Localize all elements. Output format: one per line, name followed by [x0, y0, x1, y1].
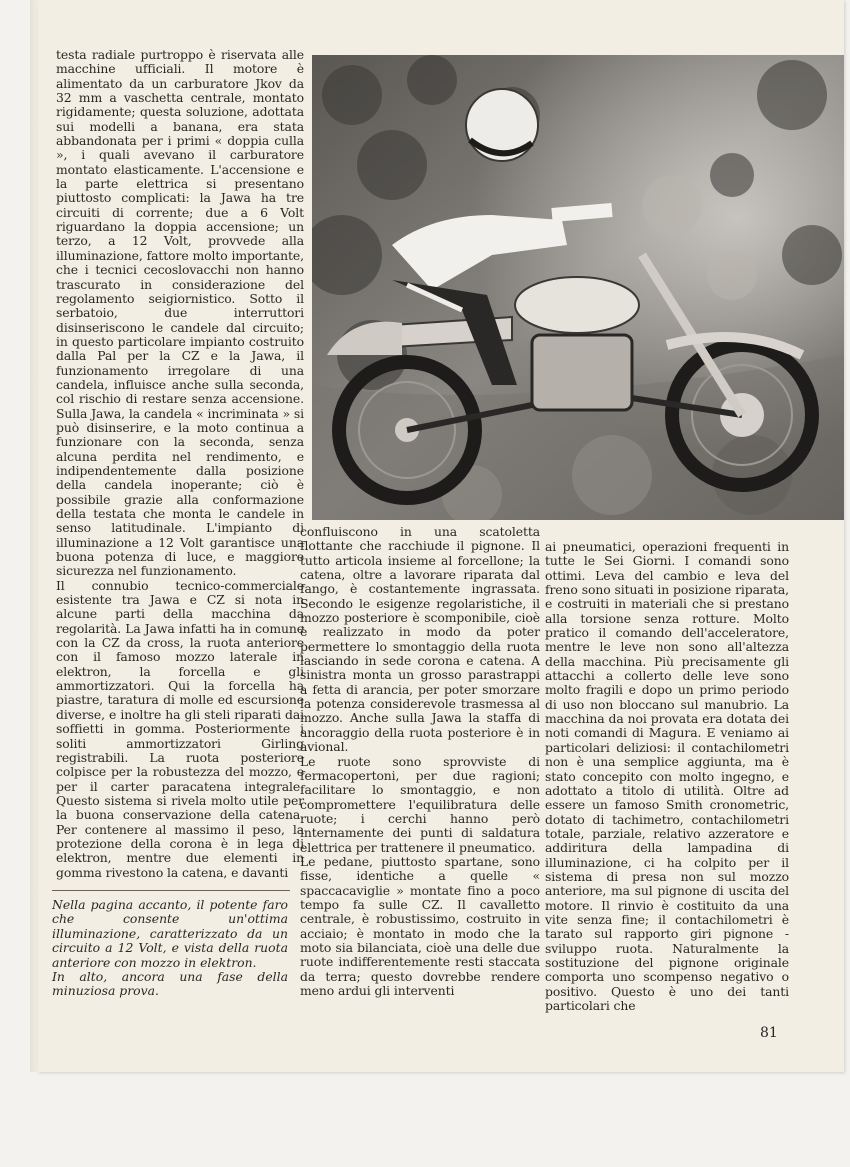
column-1-paragraph-1: testa radiale purtroppo è riservata alle macchine ufficiali. Il motore è alimentato da un carburatore Jkov da 32 mm a vaschetta centrale, montato rigidamente; questa soluzione, adottata sui modelli a banana, era stata abbandonata per i primi « doppia culla », i quali avevano il carburatore montato elasticamente. L'accensione e la parte elettrica si presentano piuttosto complicati: la Jawa ha tre circuiti di corrente; due a 6 Volt riguardano la doppia accensione; un terzo, a 12 Volt, provvede alla illuminazione, fattore molto importante, che i tecnici cecoslovacchi non hanno trascurato in considerazione del regolamento seigiornistico. Sotto il serbatoio, due interruttori disinseriscono le candele dal circuito; in questo particolare impianto costruito dalla Pal per la CZ e la Jawa, il funzionamento irregolare di una candela, influisce anche sulla seconda, col rischio di restare senza accensione. Sulla Jawa, la candela « incriminata » si può disinserire, e la moto continua a funzionare con la seconda, senza alcuna perdita nel rendimento, e indipendentemente dalla posizione della candela inoperante; ciò è possibile grazie alla conformazione della testata che monta le candele in senso latitudinale. L'impianto di illuminazione a 12 Volt garantisce una buona potenza di luce, e maggiore sicurezza nel funzionamento. [56, 47, 304, 579]
column-1-paragraph-2: Il connubio tecnico-commerciale esistente tra Jawa e CZ si nota in alcune parti della macchina da regolarità. La Jawa infatti ha in comune con la CZ da cross, la ruota anteriore con il famoso mozzo laterale in elektron, la forcella e gli ammortizzatori. Qui la forcella ha piastre, taratura di molle ed escursione diverse, e inoltre ha gli steli riparati dai soffietti in gomma. Posteriormente i soliti ammortizzatori Girling registrabili. La ruota posteriore colpisce per la robustezza del mozzo, e per il carter paracatena integrale. Questo sistema si rivela molto utile per la buona conservazione della catena. Per contenere al massimo il peso, la protezione della corona è in lega di elektron, mentre due elementi in gomma rivestono la catena, e davanti [56, 577, 304, 880]
motorcycle-photo [312, 55, 844, 520]
column-2-paragraph-1: confluiscono in una scatoletta flottante che racchiude il pignone. Il tutto articola insieme al forcellone; la catena, oltre a lavorare riparata dal fango, è costantemente ingrassata. Secondo le esigenze regolaristiche, il mozzo posteriore è scomponibile, cioè è realizzato in modo da poter permettere lo smontaggio della ruota lasciando in sede corona e catena. A sinistra monta un grosso parastrappi a fetta di arancia, per poter smorzare la potenza considerevole trasmessa al mozzo. Anche sulla Jawa la staffa di ancoraggio della ruota posteriore è in avional. [300, 524, 540, 755]
column-2-paragraph-2: Le ruote sono sprovviste di fermacopertoni, per due ragioni; facilitare lo smontaggio, e non compromettere l'equilibratura delle ruote; i cerchi hanno però internamente dei punti di saldatura elettrica per trattenere il pneumatico. [300, 753, 540, 855]
photo-caption [52, 898, 288, 999]
article-column-3 [545, 540, 789, 1013]
article-column-1 [56, 48, 304, 880]
page-edge [30, 0, 38, 1072]
caption-line-2: In alto, ancora una fase della minuziosa prova. [52, 969, 288, 999]
column-2-paragraph-3: Le pedane, piuttosto spartane, sono fisse, identiche a quelle « spaccacaviglie » montate fino a poco tempo fa sulle CZ. Il cavalletto centrale, è robustissimo, costruito in acciaio; è montato in modo che la moto sia bilanciata, cioè una delle due ruote indifferentemente resti staccata da terra; questo dovrebbe rendere meno ardui gli interventi [300, 853, 540, 998]
article-column-2 [300, 525, 540, 998]
column-3-paragraph-1: ai pneumatici, operazioni frequenti in tutte le Sei Giorni. I comandi sono ottimi. Leva del cambio e leva del freno sono situati in posizione riparata, e costruiti in materiali che si prestano alla torsione senza rotture. Molto pratico il comando dell'acceleratore, mentre le leve non sono all'altezza della macchina. Più precisamente gli attacchi a collerto delle leve sono molto fragili e dopo un primo periodo di uso non bloccano sul manubrio. La macchina da noi provata era dotata dei noti comandi di Magura. E veniamo ai particolari deliziosi: il contachilometri non è una semplice aggiunta, ma è stato concepito con molto ingegno, e adottato a titolo di utilità. Oltre ad essere un famoso Smith cronometric, dotato di tachimetro, contachilometri totale, parziale, relativo azzeratore e addiritura della lampadina di illuminazione, ci ha colpito per il sistema di presa non sul mozzo anteriore, ma sul pignone di uscita del motore. Il rinvio è costituito da una vite senza fine; il contachilometri è tarato sul rapporto giri pignone - sviluppo ruota. Naturalmente la sostituzione del pignone originale comporta uno scompenso negativo o positivo. Questo è uno dei tanti particolari che [545, 539, 789, 1013]
caption-line-1: Nella pagina accanto, il potente faro che consente un'ottima illuminazione, caratterizzato da un circuito a 12 Volt, e vista della ruota anteriore con mozzo in elektron. [52, 897, 288, 970]
page-number: 81 [760, 1025, 778, 1041]
caption-divider [52, 890, 290, 891]
